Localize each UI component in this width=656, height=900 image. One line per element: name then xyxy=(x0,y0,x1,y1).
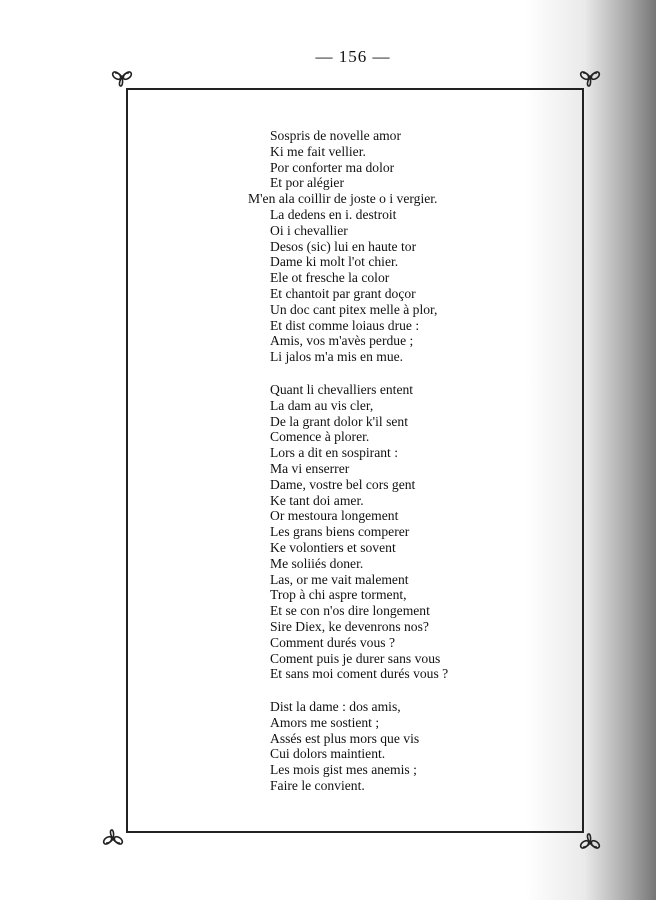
verse-line: Trop à chi aspre torment, xyxy=(270,587,407,603)
verse-line: Li jalos m'a mis en mue. xyxy=(270,349,404,365)
corner-ornament-icon xyxy=(109,64,135,90)
verse-line: Amors me sostient ; xyxy=(270,714,380,730)
verse-line: Ma vi enserrer xyxy=(270,460,350,476)
verse-line: Por conforter ma dolor xyxy=(270,159,395,175)
verse-line: Amis, vos m'avès perdue ; xyxy=(270,333,414,349)
verse-line: Dame ki molt l'ot chier. xyxy=(270,254,399,270)
verse-line: Dame, vostre bel cors gent xyxy=(270,476,416,492)
verse-line: Ke volontiers et sovent xyxy=(270,539,396,555)
verse-line: Assés est plus mors que vis xyxy=(270,730,420,746)
page-number: — 156 — xyxy=(315,47,391,66)
verse-line: Lors a dit en sospirant : xyxy=(270,445,398,461)
verse-line: Ke tant doi amer. xyxy=(270,492,364,508)
stanza-3 xyxy=(248,699,578,794)
verse-line: Un doc cant pitex melle à plor, xyxy=(270,301,438,317)
verse-line: Sire Diex, ke devenrons nos? xyxy=(270,618,429,634)
verse-line: La dam au vis cler, xyxy=(270,397,374,413)
verse-line: Oi i chevallier xyxy=(270,222,348,238)
verse-line: Sospris de novelle amor xyxy=(270,128,402,143)
verse-line: Comence à plorer. xyxy=(270,429,370,445)
verse-line: Et sans moi coment durés vous ? xyxy=(270,666,449,682)
verse-line: Coment puis je durer sans vous xyxy=(270,650,441,666)
stanza-1 xyxy=(248,128,578,365)
corner-ornament-icon xyxy=(577,64,603,90)
verse-line: Ele ot fresche la color xyxy=(270,270,390,286)
verse-line: Ki me fait vellier. xyxy=(270,143,366,159)
verse-line: Dist la dame : dos amis, xyxy=(270,699,401,715)
verse-line: Les mois gist mes anemis ; xyxy=(270,762,417,778)
verse-line: M'en ala coillir de joste o i vergier. xyxy=(248,191,438,207)
verse-line: Faire le convient. xyxy=(270,778,365,794)
verse-line: Les grans biens comperer xyxy=(270,524,410,540)
verse-line: Las, or me vait malement xyxy=(270,571,409,587)
corner-ornament-icon xyxy=(100,826,126,852)
verse-line: De la grant dolor k'il sent xyxy=(270,413,408,429)
poem-body xyxy=(248,128,578,811)
verse-line: Et chantoit par grant doçor xyxy=(270,285,416,301)
verse-line: Quant li chevalliers entent xyxy=(270,381,414,397)
verse-line: Cui dolors maintient. xyxy=(270,746,386,762)
verse-line: Me soliiés doner. xyxy=(270,555,364,571)
verse-line: Or mestoura longement xyxy=(270,508,399,524)
verse-line: Et dist comme loiaus drue : xyxy=(270,317,420,333)
verse-line: Comment durés vous ? xyxy=(270,634,395,650)
verse-line: Et por alégier xyxy=(270,175,344,191)
stanza-2 xyxy=(248,382,578,682)
verse-line: Et se con n'os dire longement xyxy=(270,603,430,619)
corner-ornament-icon xyxy=(577,830,603,856)
verse-line: Desos (sic) lui en haute tor xyxy=(270,238,417,254)
verse-line: La dedens en i. destroit xyxy=(270,206,397,222)
